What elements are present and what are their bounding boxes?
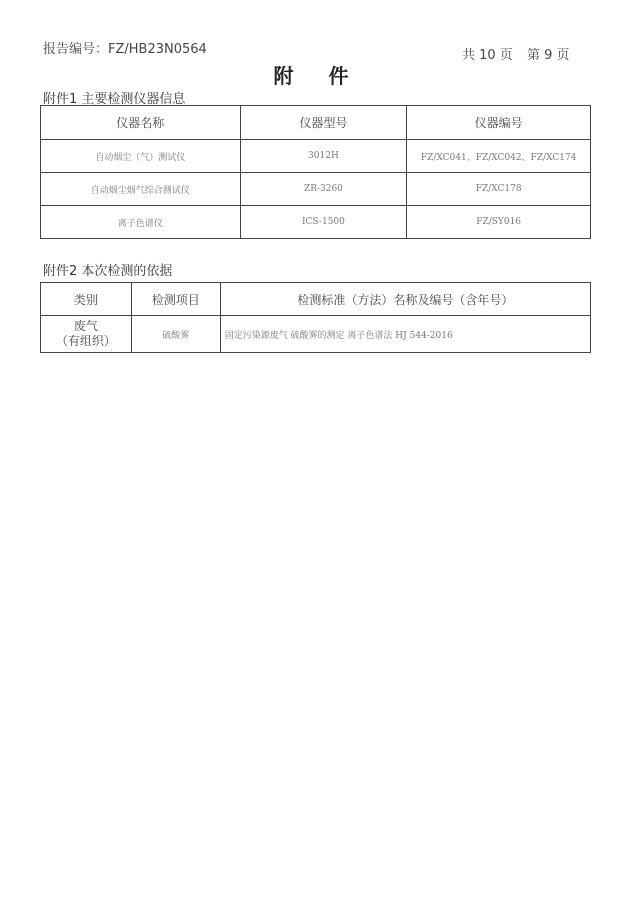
category-subline: （有组织） [55,334,116,348]
test-standard: 固定污染源废气 硫酸雾的测定 离子色谱法 HJ 544-2016 [220,316,590,353]
table-row [41,316,591,353]
document-title: 附 件 [273,64,363,88]
column-header: 检测项目 [131,283,220,316]
instrument-name: 自动烟尘（气）测试仪 [41,140,241,173]
table-header-row [41,283,591,316]
basis-table [40,282,591,353]
table-row [41,206,591,239]
category-cell [41,316,132,353]
instrument-number: FZ/SY016 [407,206,591,239]
column-header: 仪器型号 [240,106,407,140]
instrument-name: 离子色谱仪 [41,206,241,239]
report-number: 报告编号：FZ/HB23N0564 [43,42,207,57]
instrument-number: FZ/XC178 [407,173,591,206]
table-row [41,140,591,173]
total-pages: 共 10 页 [462,48,513,63]
table-header-row [41,106,591,140]
column-header: 检测标准（方法）名称及编号（含年号） [220,283,590,316]
instrument-number: FZ/XC041、FZ/XC042、FZ/XC174 [407,140,591,173]
category-line: 废气 [73,319,98,333]
instrument-model: 3012H [240,140,407,173]
column-header: 类别 [41,283,132,316]
instrument-model: ICS-1500 [240,206,407,239]
column-header: 仪器编号 [407,106,591,140]
table-row [41,173,591,206]
instrument-table [40,105,591,239]
appendix2-title: 附件2 本次检测的依据 [43,264,173,279]
instrument-name: 自动烟尘烟气综合测试仪 [41,173,241,206]
test-item: 硫酸雾 [131,316,220,353]
column-header: 仪器名称 [41,106,241,140]
current-page: 第 9 页 [526,48,570,63]
appendix1-title: 附件1 主要检测仪器信息 [43,92,186,107]
instrument-model: ZR-3260 [240,173,407,206]
